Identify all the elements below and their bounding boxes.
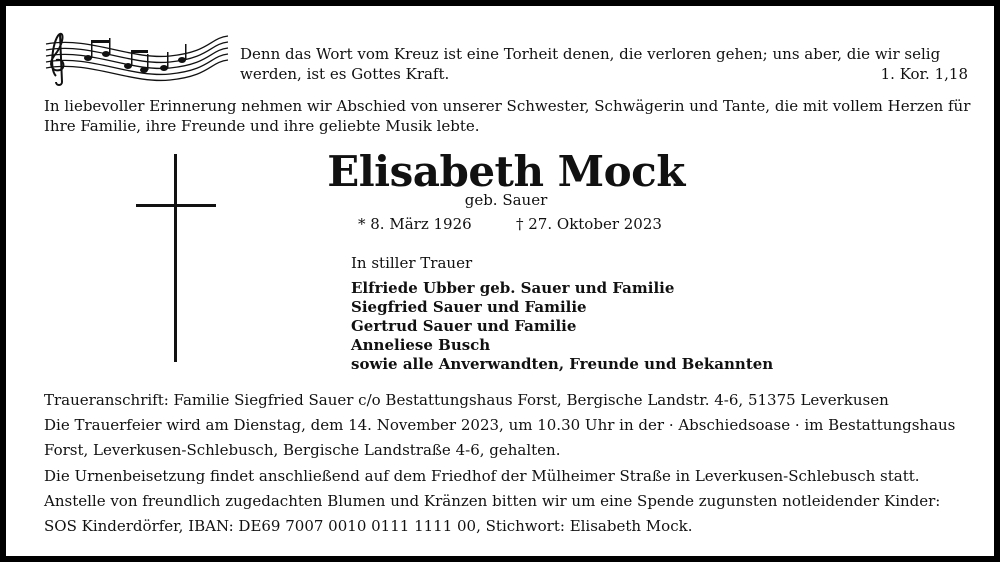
birth-name: geb. Sauer [464, 191, 548, 209]
death-date: † 27. Oktober 2023 [516, 215, 662, 233]
mourners-list [351, 279, 773, 374]
deceased-name: Elisabeth Mock [327, 147, 685, 196]
mourner-item: Elfriede Ubber geb. Sauer und Familie [351, 279, 675, 297]
verse-text: Denn das Wort vom Kreuz ist eine Torheit denen, die verloren gehen; uns aber, die wir selig werden, ist es Gottes Kraft. [240, 45, 941, 83]
mourner-item: Anneliese Busch [351, 336, 491, 354]
mourner-item: Gertrud Sauer und Familie [351, 317, 577, 335]
donation-info: Anstelle von freundlich zugedachten Blumen und Kränzen bitten wir um eine Spende zugunsten notleidender Kinder: SOS Kinderdörfer, IBAN: DE69 7007 0010 0111 1111 00, Stichwort: Elisabeth Mock. [44, 491, 941, 536]
verse-reference: 1. Kor. 1,18 [880, 65, 968, 83]
mourner-item: Siegfried Sauer und Familie [351, 298, 587, 316]
bible-verse [240, 44, 968, 84]
obituary-page [6, 6, 994, 556]
mourning-heading: In stiller Trauer [351, 254, 473, 272]
burial-info: Die Urnenbeisetzung findet anschließend auf dem Friedhof der Mülheimer Straße in Leverkusen-Schlebusch statt. [44, 466, 920, 485]
music-staff-notes-icon [40, 30, 230, 90]
ceremony-info: Die Trauerfeier wird am Dienstag, dem 14. November 2023, um 10.30 Uhr in der · Abschiedsoase · im Bestattungshaus Forst, Leverkusen-Schlebusch, Bergische Landstraße 4-6, gehalten. [44, 416, 956, 460]
birth-date: * 8. März 1926 [358, 215, 472, 233]
mourning-address: Traueranschrift: Familie Siegfried Sauer c/o Bestattungshaus Forst, Bergische Landstr. 4-6, 51375 Leverkusen [44, 391, 889, 409]
mourner-item: sowie alle Anverwandten, Freunde und Bekannten [351, 355, 774, 373]
funeral-info [44, 388, 974, 539]
intro-text: In liebevoller Erinnerung nehmen wir Abschied von unserer Schwester, Schwägerin und Tante, die mit vollem Herzen für Ihre Familie, ihre Freunde und ihre geliebte Musik lebte. [44, 97, 971, 135]
